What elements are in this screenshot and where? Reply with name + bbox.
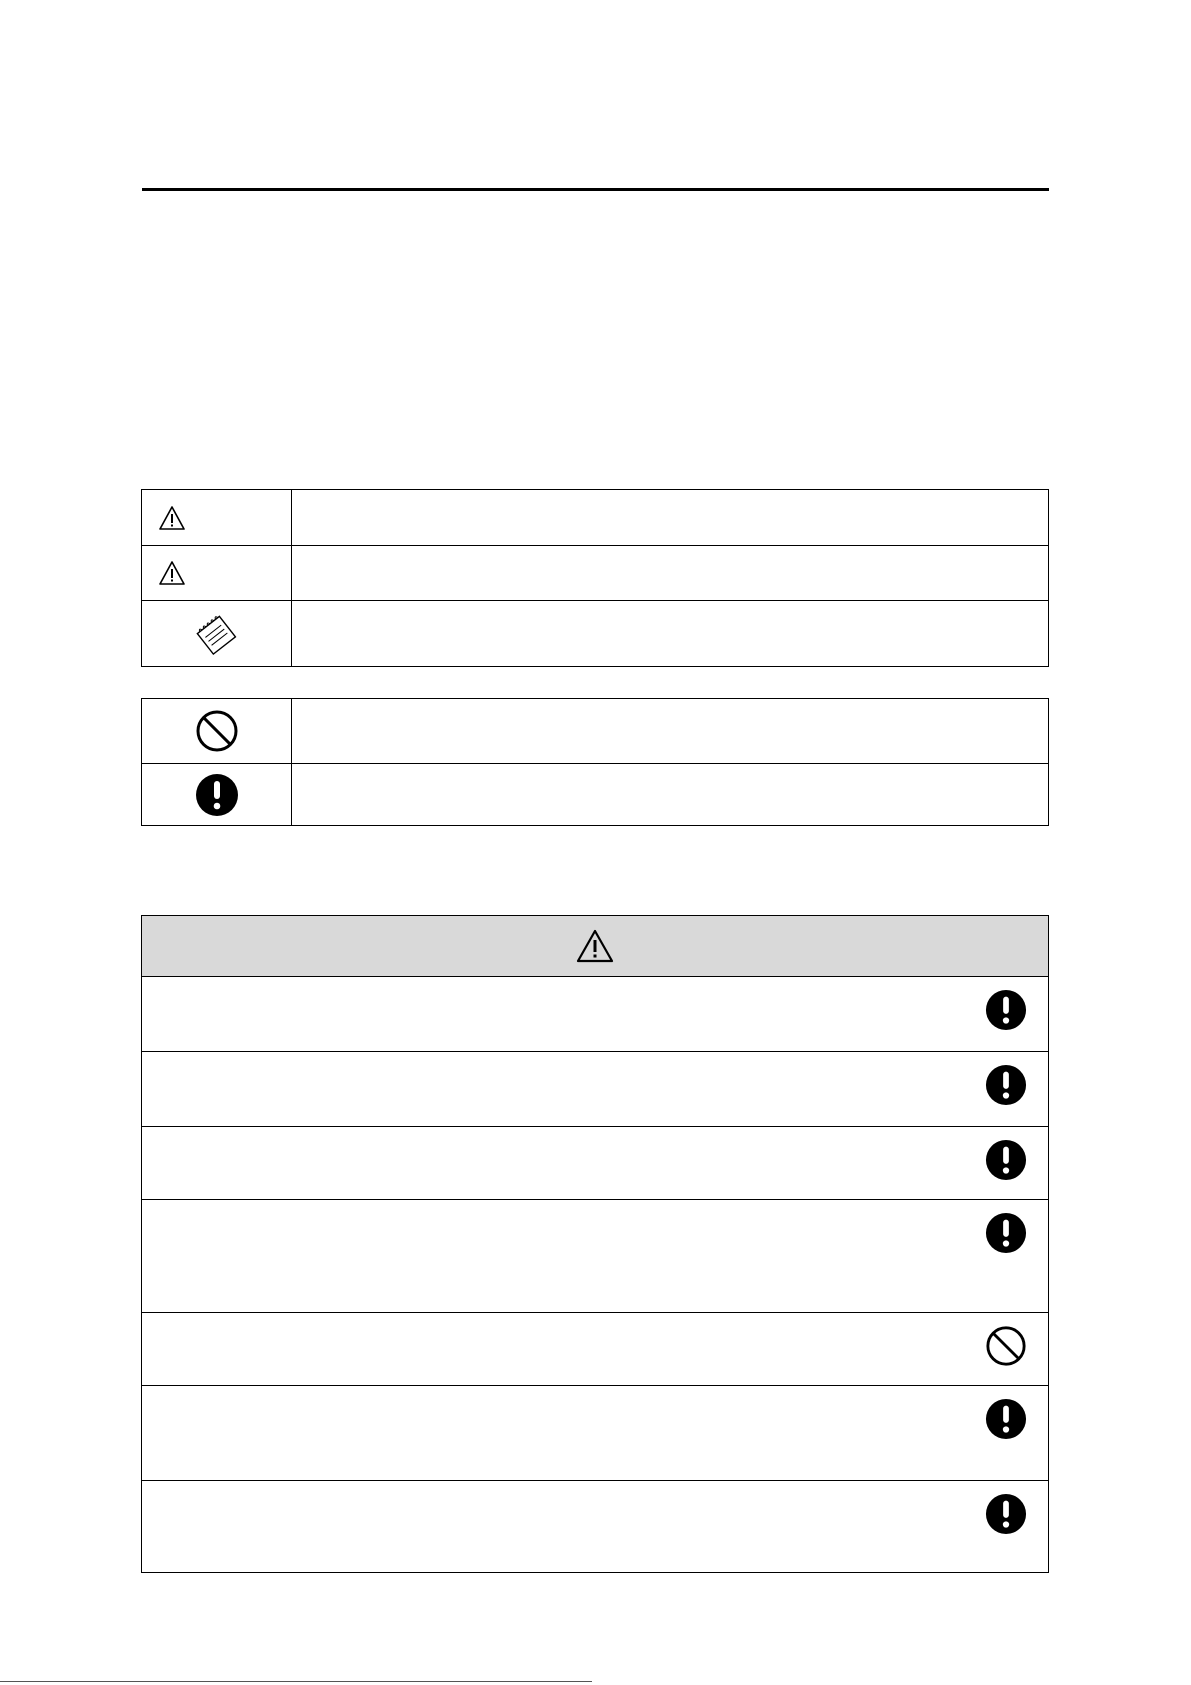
mandatory-exclamation-icon bbox=[985, 1212, 1027, 1254]
legend-symbol-cell bbox=[142, 490, 292, 546]
legend-description bbox=[292, 764, 1049, 826]
mandatory-exclamation-icon bbox=[985, 1493, 1027, 1535]
mandatory-exclamation-icon bbox=[142, 773, 291, 817]
legend-symbol-cell bbox=[142, 601, 292, 667]
action-symbol-table bbox=[141, 698, 1049, 826]
mandatory-exclamation-icon bbox=[985, 989, 1027, 1031]
legend-row-prohibited bbox=[142, 699, 1049, 764]
mandatory-exclamation-icon bbox=[985, 1139, 1027, 1181]
mandatory-exclamation-icon bbox=[985, 1398, 1027, 1440]
warning-triangle-icon bbox=[142, 505, 291, 531]
legend-description bbox=[292, 546, 1049, 601]
legend-row-warning bbox=[142, 490, 1049, 546]
legend-symbol-cell bbox=[142, 546, 292, 601]
caution-triangle-icon bbox=[142, 560, 291, 586]
warning-row bbox=[142, 1386, 1048, 1481]
memo-notepad-icon bbox=[142, 612, 291, 656]
legend-row-caution bbox=[142, 546, 1049, 601]
warning-row bbox=[142, 1127, 1048, 1200]
legend-symbol-cell bbox=[142, 764, 292, 826]
prohibition-icon bbox=[985, 1325, 1027, 1367]
legend-description bbox=[292, 699, 1049, 764]
symbol-legend-table bbox=[141, 489, 1049, 667]
legend-description bbox=[292, 601, 1049, 667]
warning-box bbox=[141, 915, 1049, 1573]
warning-box-header bbox=[142, 916, 1048, 977]
legend-symbol-cell bbox=[142, 699, 292, 764]
warning-row bbox=[142, 1481, 1048, 1571]
legend-row-memo bbox=[142, 601, 1049, 667]
warning-row bbox=[142, 1313, 1048, 1386]
warning-triangle-icon bbox=[576, 929, 614, 963]
top-horizontal-rule bbox=[142, 188, 1049, 191]
warning-row bbox=[142, 1200, 1048, 1313]
warning-row bbox=[142, 977, 1048, 1052]
legend-description bbox=[292, 490, 1049, 546]
mandatory-exclamation-icon bbox=[985, 1064, 1027, 1106]
legend-row-mandatory bbox=[142, 764, 1049, 826]
prohibition-icon bbox=[142, 709, 291, 753]
warning-row bbox=[142, 1052, 1048, 1127]
footer-rule bbox=[0, 1681, 592, 1682]
